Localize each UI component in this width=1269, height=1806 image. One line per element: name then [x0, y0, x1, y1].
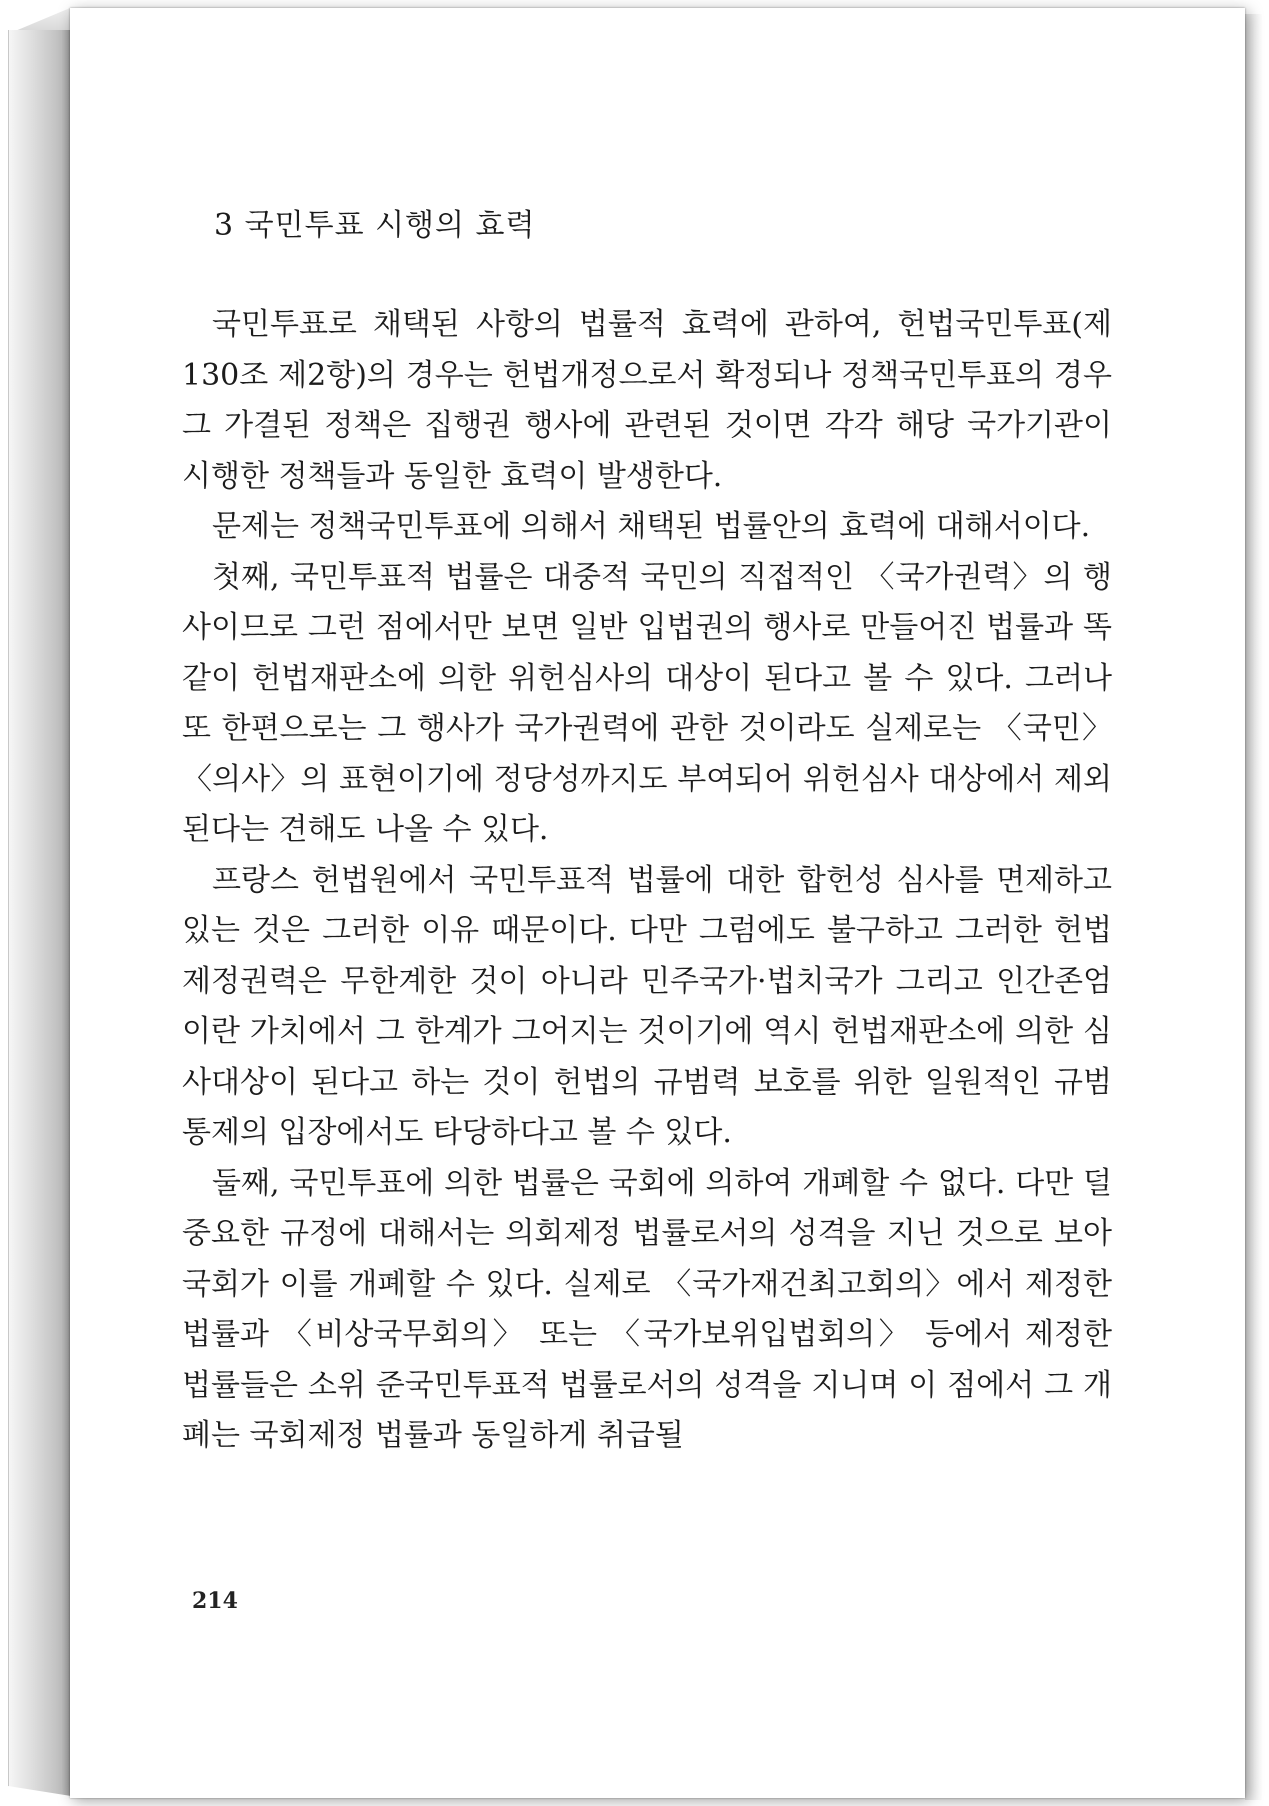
- paragraph-3: 첫째, 국민투표적 법률은 대중적 국민의 직접적인 〈국가권력〉의 행사이므로 그런 점에서만 보면 일반 입법권의 행사로 만들어진 법률과 똑같이 헌법재판소에 의한 위헌심사의 대상이 된다고 볼 수 있다. 그러나 또 한편으로는 그 행사가 국가권력에 관한 것이라도 실제로는 〈국민〉〈의사〉의 표현이기에 정당성까지도 부여되어 위헌심사 대상에서 제외된다는 견해도 나올 수 있다.: [182, 559, 1112, 847]
- book-spine-edge: [8, 30, 71, 1796]
- page-number: 214: [192, 1588, 238, 1614]
- paragraph-5: 둘째, 국민투표에 의한 법률은 국회에 의하여 개폐할 수 없다. 다만 덜 중요한 규정에 대해서는 의회제정 법률로서의 성격을 지닌 것으로 보아 국회가 이를 개폐할 수 있다. 실제로 〈국가재건최고회의〉에서 제정한 법률과 〈비상국무회의〉 또는 〈국가보위입법회의〉 등에서 제정한 법률들은 소위 준국민투표적 법률로서의 성격을 지니며 이 점에서 그 개폐는 국회제정 법률과 동일하게 취급될: [182, 1165, 1112, 1453]
- page-body: [182, 300, 1112, 1462]
- section-heading: 3 국민투표 시행의 효력: [214, 208, 536, 243]
- page-shadow: [1245, 14, 1263, 1800]
- paragraph-1: 국민투표로 채택된 사항의 법률적 효력에 관하여, 헌법국민투표(제130조 제2항)의 경우는 헌법개정으로서 확정되나 정책국민투표의 경우 그 가결된 정책은 집행권 행사에 관련된 것이면 각각 해당 국가기관이 시행한 정책들과 동일한 효력이 발생한다.: [182, 307, 1112, 494]
- paragraph-2: 문제는 정책국민투표에 의해서 채택된 법률안의 효력에 대해서이다.: [212, 509, 1091, 544]
- paragraph-4: 프랑스 헌법원에서 국민투표적 법률에 대한 합헌성 심사를 면제하고 있는 것은 그러한 이유 때문이다. 다만 그럼에도 불구하고 그러한 헌법제정권력은 무한계한 것이 아니라 민주국가·법치국가 그리고 인간존엄이란 가치에서 그 한계가 그어지는 것이기에 역시 헌법재판소에 의한 심사대상이 된다고 하는 것이 헌법의 규범력 보호를 위한 일원적인 규범 통제의 입장에서도 타당하다고 볼 수 있다.: [182, 862, 1112, 1150]
